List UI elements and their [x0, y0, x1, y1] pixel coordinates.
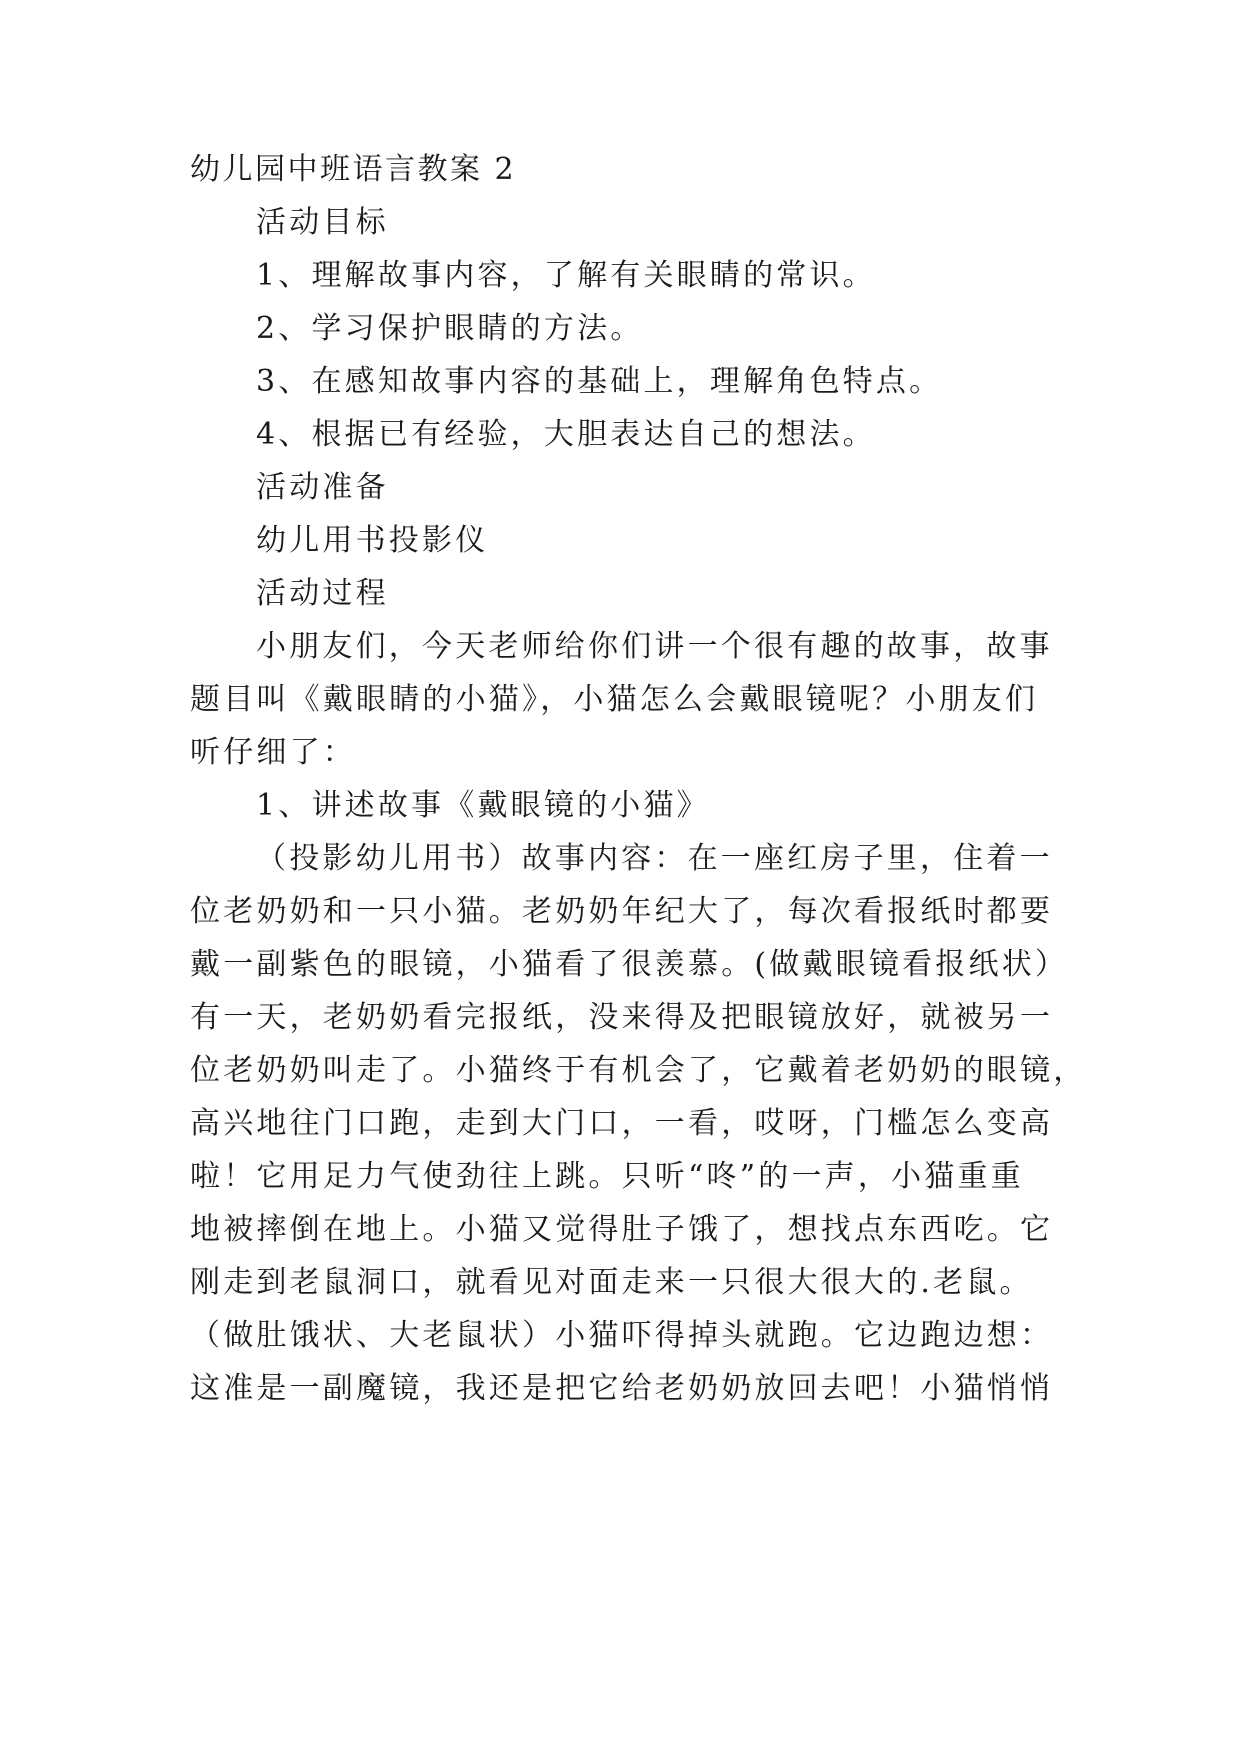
paragraph-line: 位老奶奶和一只小猫。老奶奶年纪大了，每次看报纸时都要 [190, 894, 1054, 929]
paragraph-line: （投影幼儿用书）故事内容：在一座红房子里，住着一 [256, 841, 1053, 876]
section-heading-goals: 活动目标 [256, 205, 389, 240]
paragraph-line: 有一天，老奶奶看完报纸，没来得及把眼镜放好，就被另一 [190, 1000, 1054, 1035]
paragraph-line: 题目叫《戴眼睛的小猫》，小猫怎么会戴眼镜呢？小朋友们 [190, 682, 1039, 717]
paragraph-line: 听仔细了： [190, 735, 356, 770]
document-title: 幼儿园中班语言教案 2 [190, 152, 517, 187]
goal-item-1: 1、理解故事内容，了解有关眼睛的常识。 [256, 258, 876, 293]
goal-item-4: 4、根据已有经验，大胆表达自己的想法。 [256, 417, 876, 452]
goal-item-2: 2、学习保护眼睛的方法。 [256, 311, 644, 346]
section-heading-process: 活动过程 [256, 576, 389, 611]
paragraph-line: 戴一副紫色的眼镜，小猫看了很羡慕。(做戴眼镜看报纸状） [190, 947, 1069, 982]
paragraph-line: 地被摔倒在地上。小猫又觉得肚子饿了，想找点东西吃。它 [190, 1212, 1054, 1247]
paragraph-line: （做肚饿状、大老鼠状）小猫吓得掉头就跑。它边跑边想： [190, 1318, 1054, 1353]
paragraph-line: 小朋友们，今天老师给你们讲一个很有趣的故事，故事 [256, 629, 1053, 664]
paragraph-line: 这准是一副魔镜，我还是把它给老奶奶放回去吧！小猫悄悄 [190, 1371, 1054, 1406]
paragraph-line: 刚走到老鼠洞口，就看见对面走来一只很大很大的.老鼠。 [190, 1265, 1033, 1300]
paragraph-line: 位老奶奶叫走了。小猫终于有机会了，它戴着老奶奶的眼镜， [190, 1053, 1087, 1088]
story-step-heading: 1、讲述故事《戴眼镜的小猫》 [256, 788, 710, 823]
paragraph-line: 啦！它用足力气使劲往上跳。只听“咚”的一声，小猫重重 [190, 1159, 1024, 1194]
section-heading-preparation: 活动准备 [256, 470, 389, 505]
goal-item-3: 3、在感知故事内容的基础上，理解角色特点。 [256, 364, 943, 399]
paragraph-line: 高兴地往门口跑，走到大门口，一看，哎呀，门槛怎么变高 [190, 1106, 1054, 1141]
preparation-text: 幼儿用书投影仪 [256, 523, 489, 558]
